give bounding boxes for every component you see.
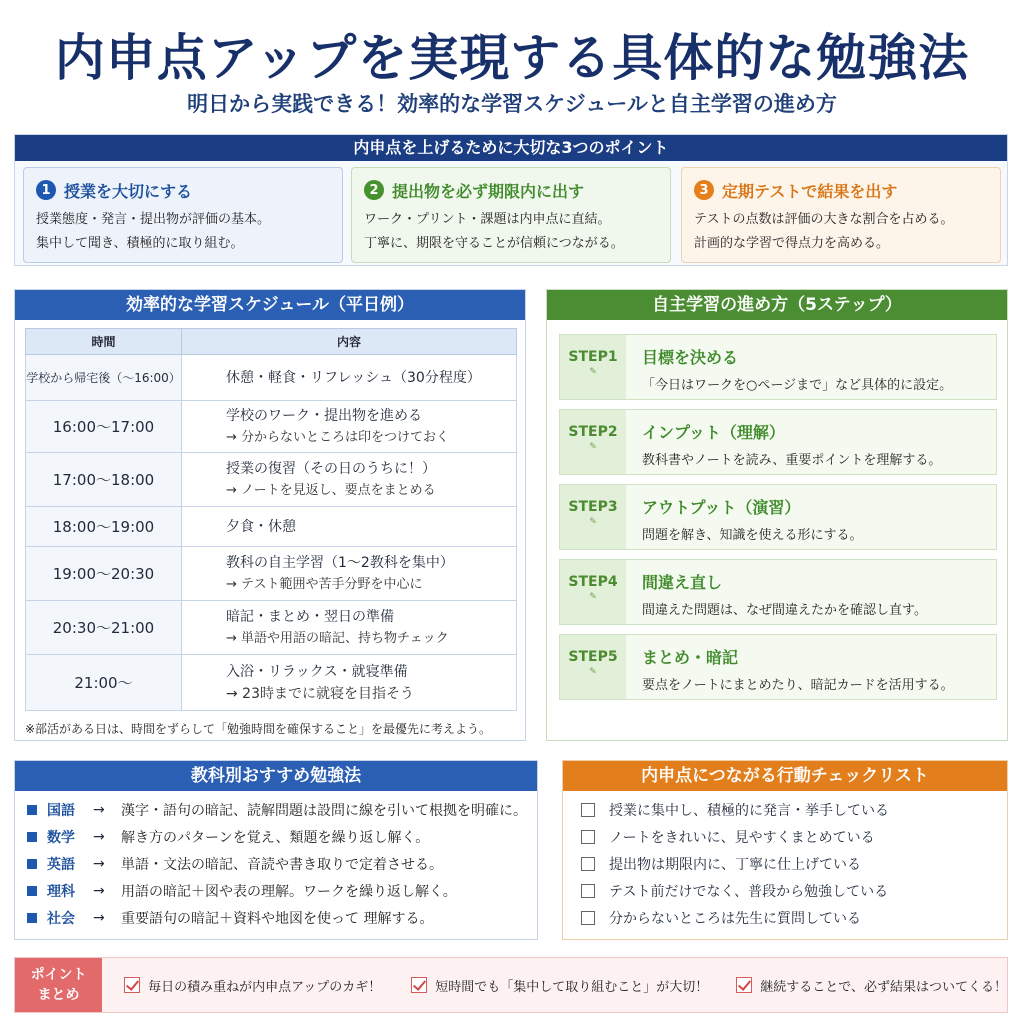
step-desc: 間違えた問題は、なぜ間違えたかを確認し直す。 [642,603,927,618]
number-badge-icon: 1 [36,180,56,200]
checkbox-icon[interactable] [581,857,595,871]
content-sub: → 分からないところは印をつけておく [226,429,450,445]
page-subtitle: 明日から実践できる！効率的な学習スケジュールと自主学習の進め方 [187,92,837,116]
checklist-item[interactable] [581,907,861,929]
schedule-table [25,328,517,711]
checklist-label: 提出物は期限内に、丁寧に仕上げている [609,857,861,873]
step-label: STEP5 [568,649,618,665]
pencil-icon: ✎ [589,442,597,452]
checklist-item[interactable] [581,799,889,821]
pencil-icon: ✎ [589,592,597,602]
arrow-icon: → [93,829,105,845]
square-bullet-icon [27,805,37,815]
subjects-heading: 教科別おすすめ勉強法 [15,761,537,791]
checklist-label: 分からないところは先生に質問している [609,911,861,927]
step-title: まとめ・暗記 [642,648,739,667]
checklist-heading: 内申点につながる行動チェックリスト [563,761,1007,791]
arrow-icon: → [93,910,105,926]
number-badge-icon: 3 [694,180,714,200]
content-sub: → テスト範囲や苦手分野を中心に [226,576,423,592]
point-text-line: ワーク・プリント・課題は内申点に直結。 [364,212,611,227]
points-section [14,134,1008,266]
table-row [26,355,517,401]
summary-text: 毎日の積み重ねが内申点アップのカギ！ [148,979,382,995]
subject-text: 漢字・語句の暗記、読解問題は設問に線を引いて根拠を明確に。 [121,803,527,819]
step-card [559,559,997,625]
number-badge-icon: 2 [364,180,384,200]
subject-text: 重要語句の暗記＋資料や地図を使って 理解する。 [121,911,434,927]
checklist-label: 授業に集中し、積極的に発言・挙手している [609,803,889,819]
checkmark-icon [736,977,752,993]
square-bullet-icon [27,832,37,842]
point-text-line: 授業態度・発言・提出物が評価の基本。 [36,212,271,227]
list-item [27,907,433,929]
summary-bar [14,957,1008,1013]
time-cell: 18:00〜19:00 [26,507,182,547]
list-item [27,826,429,848]
step-title: インプット（理解） [642,423,785,442]
square-bullet-icon [27,859,37,869]
content-main: 学校のワーク・提出物を進める [226,407,422,424]
step-label: STEP4 [568,574,618,590]
table-row [26,547,517,601]
content-main: 教科の自主学習（1〜2教科を集中） [226,554,454,571]
checklist-label: ノートをきれいに、見やすくまとめている [609,830,875,846]
point-text-line: 集中して聞き、積極的に取り組む。 [36,236,244,251]
step-label: STEP3 [568,499,618,515]
checklist-item[interactable] [581,880,888,902]
time-cell: 21:00〜 [26,655,182,711]
column-header-time: 時間 [26,329,182,355]
time-cell: 学校から帰宅後（〜16:00） [26,355,182,401]
checklist-item[interactable] [581,826,875,848]
content-main: 暗記・まとめ・翌日の準備 [226,608,394,625]
checkbox-icon[interactable] [581,884,595,898]
time-cell: 17:00〜18:00 [26,453,182,507]
checklist-label: テスト前だけでなく、普段から勉強している [609,884,889,900]
schedule-section [14,289,526,741]
content-main: 授業の復習（その日のうちに！） [226,460,436,477]
point-card-2 [351,167,671,263]
step-label: STEP1 [568,349,618,365]
content-main: 入浴・リラックス・就寝準備 [226,663,408,680]
point-title: 定期テストで結果を出す [722,181,898,201]
point-card-1 [23,167,343,263]
column-header-content: 内容 [182,329,517,355]
table-row [26,507,517,547]
step-desc: 「今日はワークを○ページまで」など具体的に設定。 [642,378,953,393]
point-title: 提出物を必ず期限内に出す [392,181,585,201]
subjects-section [14,760,538,940]
page-title: 内申点アップを実現する具体的な勉強法 [54,29,970,87]
steps-heading: 自主学習の進め方（5ステップ） [547,290,1007,320]
summary-label-line: まとめ [37,987,80,1003]
subject-text: 解き方のパターンを覚え、類題を繰り返し解く。 [121,830,430,846]
time-cell: 16:00〜17:00 [26,401,182,453]
point-title: 授業を大切にする [64,181,193,201]
content-sub: → ノートを見返し、要点をまとめる [226,482,436,498]
summary-item [124,976,381,995]
step-title: アウトプット（演習） [642,498,801,517]
step-desc: 要点をノートにまとめたり、暗記カードを活用する。 [642,678,954,693]
table-row [26,601,517,655]
schedule-heading: 効率的な学習スケジュール（平日例） [15,290,525,320]
step-title: 間違え直し [642,573,723,592]
step-card [559,634,997,700]
step-label: STEP2 [568,424,618,440]
points-heading: 内申点を上げるために大切な3つのポイント [15,135,1007,161]
summary-text: 継続することで、必ず結果はついてくる！ [760,979,1007,995]
content-sub: → 単語や用語の暗記、持ち物チェック [226,630,449,646]
point-text-line: テストの点数は評価の大きな割合を占める。 [694,212,954,227]
arrow-icon: → [93,802,105,818]
subject-name: 社会 [47,911,75,927]
step-desc: 教科書やノートを読み、重要ポイントを理解する。 [642,453,942,468]
point-text-line: 計画的な学習で得点力を高める。 [694,236,890,251]
step-card [559,334,997,400]
checkmark-icon [411,977,427,993]
content-main: 夕食・休憩 [226,518,296,535]
list-item [27,853,443,875]
content-main: 休憩・軽食・リフレッシュ（30分程度） [226,369,481,386]
pencil-icon: ✎ [589,667,597,677]
summary-item [736,976,1007,995]
list-item [27,799,527,821]
summary-item [411,976,708,995]
point-text-line: 丁寧に、期限を守ることが信頼につながる。 [364,236,624,251]
table-row [26,401,517,453]
subject-name: 理科 [47,884,75,900]
table-row [26,453,517,507]
pencil-icon: ✎ [589,367,597,377]
summary-text: 短時間でも「集中して取り組むこと」が大切！ [435,979,709,995]
square-bullet-icon [27,913,37,923]
step-title: 目標を決める [642,348,739,367]
step-card [559,484,997,550]
subject-name: 国語 [47,803,75,819]
subject-name: 英語 [47,857,75,873]
pencil-icon: ✎ [589,517,597,527]
list-item [27,880,457,902]
checklist-item[interactable] [581,853,861,875]
schedule-note: ※部活がある日は、時間をずらして「勉強時間を確保すること」を最優先に考えよう。 [25,722,492,736]
arrow-icon: → [93,856,105,872]
checkbox-icon[interactable] [581,911,595,925]
subject-text: 単語・文法の暗記、音読や書き取りで定着させる。 [121,857,443,873]
checkmark-icon [124,977,140,993]
subject-text: 用語の暗記＋図や表の理解。ワークを繰り返し解く。 [121,884,457,900]
content-sub: → 23時までに就寝を目指そう [226,685,414,702]
time-cell: 19:00〜20:30 [26,547,182,601]
time-cell: 20:30〜21:00 [26,601,182,655]
checklist-section [562,760,1008,940]
subject-name: 数学 [47,830,75,846]
step-card [559,409,997,475]
step-desc: 問題を解き、知識を使える形にする。 [642,528,863,543]
arrow-icon: → [93,883,105,899]
checkbox-icon[interactable] [581,830,595,844]
summary-label-line: ポイント [30,967,87,983]
point-card-3 [681,167,1001,263]
square-bullet-icon [27,886,37,896]
table-row [26,655,517,711]
checkbox-icon[interactable] [581,803,595,817]
summary-label [15,958,102,1012]
steps-section [546,289,1008,741]
